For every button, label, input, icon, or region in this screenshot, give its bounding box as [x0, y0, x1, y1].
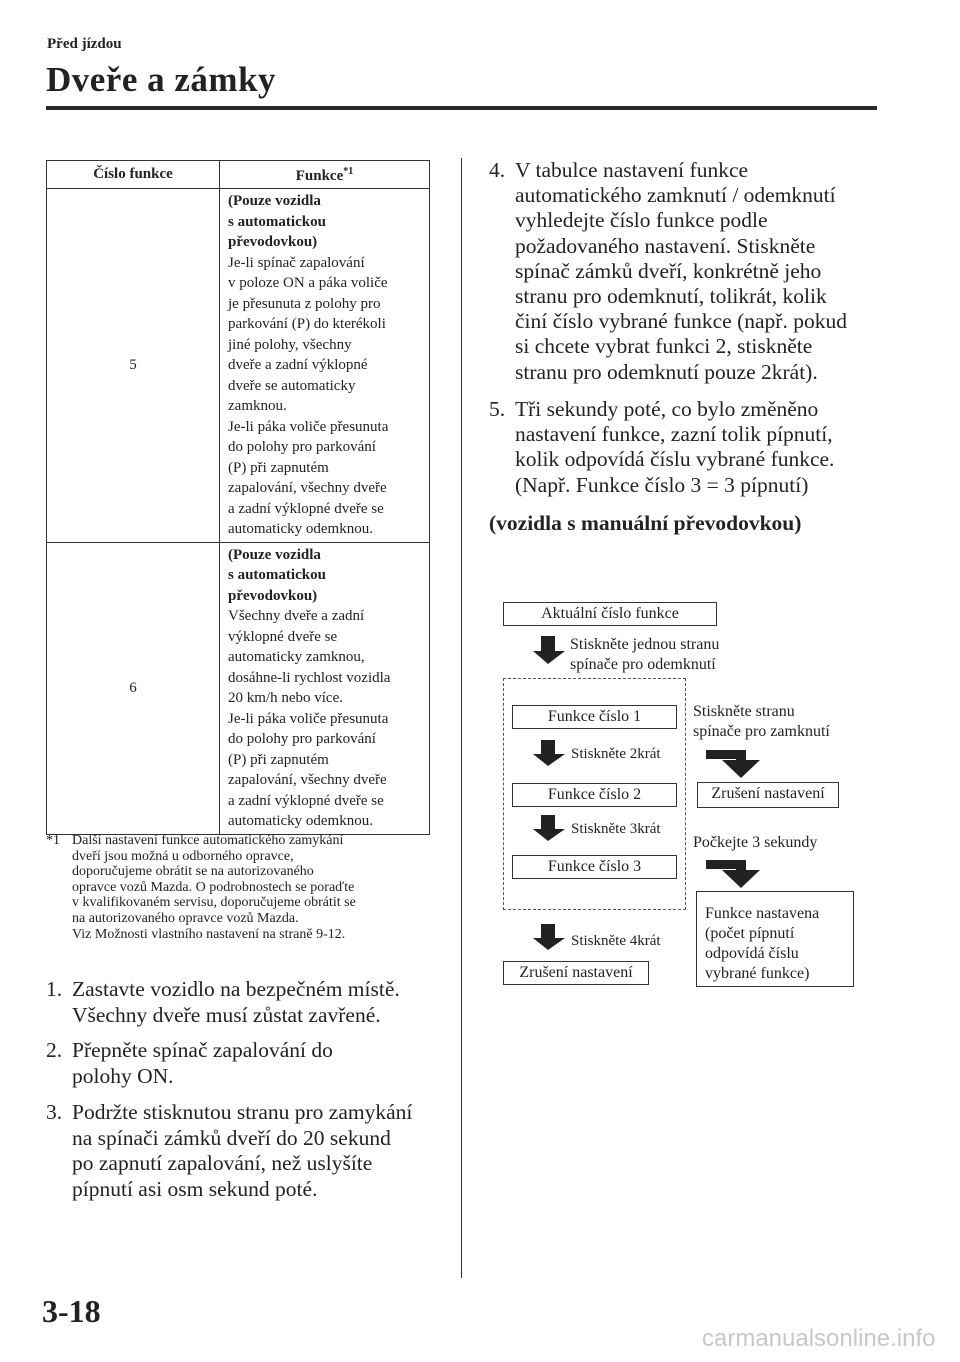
desc-line: (Pouze vozidla	[228, 546, 321, 563]
label-line: Stiskněte jednou stranu	[570, 636, 720, 653]
desc-line: a zadní výklopné dveře se	[228, 792, 384, 809]
step-number: 4.	[489, 158, 506, 182]
desc-line: dveře se automaticky	[228, 377, 356, 394]
step-line: činí číslo vybrané funkce (např. pokud	[515, 309, 847, 334]
column-header-function	[220, 161, 430, 189]
function-table	[46, 160, 430, 835]
footnote-line: v kvalifikovaném servisu, doporučujeme obrátit se	[72, 895, 356, 911]
footnote	[46, 833, 442, 942]
page-number: 3-18	[42, 1293, 101, 1329]
desc-line: Všechny dveře a zadní	[228, 608, 365, 624]
cancel-right-box: Zrušení nastavení	[697, 782, 839, 808]
down-arrow-icon	[533, 740, 567, 768]
desc-line: a zadní výklopné dveře se	[228, 500, 384, 517]
step-line: spínač zámků dveří, konkrétně jeho	[515, 258, 822, 283]
subheading: (vozidla s manuální převodovkou)	[489, 511, 802, 535]
footnote-line: Viz Možnosti vlastního nastavení na straně 9-12.	[72, 926, 346, 942]
step-line: po zapnutí zapalování, než uslyšíte	[72, 1151, 373, 1175]
step-line: pípnutí asi osm sekund poté.	[72, 1176, 318, 1201]
press-lock-label	[693, 702, 830, 742]
step-line: automatického zamknutí / odemknutí	[515, 183, 836, 208]
step-4	[489, 158, 889, 385]
step-line: stranu pro odemknutí, tolikrát, kolik	[515, 284, 827, 309]
step-number: 5.	[489, 397, 506, 421]
desc-line: v poloze ON a páka voliče	[228, 275, 388, 291]
press-unlock-label	[570, 635, 719, 675]
desc-line: Je-li páka voliče přesunuta	[228, 418, 389, 435]
table-row	[47, 542, 430, 834]
desc-line: automaticky odemknou.	[228, 521, 373, 537]
desc-line: převodovkou)	[228, 587, 318, 604]
desc-line: zapalování, všechny dveře	[228, 772, 387, 788]
step-line: požadovaného nastavení. Stiskněte	[515, 233, 816, 258]
step-number: 1.	[46, 977, 63, 1001]
desc-line: 20 km/h nebo více.	[228, 690, 343, 706]
desc-line: automaticky zamknou,	[228, 649, 365, 665]
function-2-box: Funkce číslo 2	[512, 783, 677, 807]
function-1-box: Funkce číslo 1	[512, 705, 677, 729]
step-line: kolik odpovídá číslu vybrané funkce.	[515, 447, 835, 472]
desc-line: zapalování, všechny dveře	[228, 480, 387, 496]
desc-line: (P) při zapnutém	[228, 751, 329, 768]
desc-line: s automatickou	[228, 213, 326, 230]
desc-line: automaticky odemknou.	[228, 813, 373, 829]
function-description	[220, 189, 430, 543]
function-number: 5	[47, 189, 220, 543]
column-divider	[461, 158, 462, 1278]
down-arrow-icon	[533, 924, 567, 952]
label-line: spínače pro odemknutí	[570, 656, 716, 673]
step-1	[46, 977, 446, 1028]
bent-arrow-icon	[706, 740, 768, 780]
step-number: 3.	[46, 1100, 63, 1124]
desc-line: s automatickou	[228, 567, 326, 583]
desc-line: je přesunuta z polohy pro	[228, 295, 381, 312]
function-3-box: Funkce číslo 3	[512, 855, 677, 879]
desc-line: do polohy pro parkování	[228, 731, 376, 747]
footnote-line: opravce vozů Mazda. O podrobnostech se poraďte	[72, 879, 355, 895]
label-line: Stiskněte stranu	[693, 703, 795, 720]
table-header-row	[47, 161, 430, 189]
desc-line: zamknou.	[228, 398, 287, 414]
step-line: nastavení funkce, zazní tolik pípnutí,	[515, 422, 833, 447]
press-3-label: Stiskněte 3krát	[571, 821, 661, 837]
desc-line: dveře a zadní výklopné	[228, 357, 368, 373]
table-row	[47, 189, 430, 543]
step-number: 2.	[46, 1038, 63, 1062]
desc-line: převodovkou)	[228, 234, 318, 250]
label-line: (počet pípnutí	[705, 925, 795, 942]
step-5	[489, 397, 889, 498]
footnote-body	[72, 833, 442, 942]
desc-line: (P) při zapnutém	[228, 459, 329, 476]
desc-line: parkování (P) do kterékoli	[228, 316, 386, 332]
footnote-line: dveří jsou možná u odborného opravce,	[72, 848, 294, 864]
step-line: Všechny dveře musí zůstat zavřené.	[72, 1002, 381, 1027]
step-line: Tři sekundy poté, co bylo změněno	[515, 397, 819, 421]
desc-line: jiné polohy, všechny	[228, 336, 352, 353]
desc-line: Je-li páka voliče přesunuta	[228, 710, 389, 727]
function-number: 6	[47, 542, 220, 834]
cancel-left-box: Zrušení nastavení	[503, 961, 649, 985]
column-header-function-label: Funkce	[295, 168, 344, 185]
step-line: si chcete vybrat funkci 2, stiskněte	[515, 334, 813, 359]
label-line: odpovídá číslu	[705, 945, 799, 962]
footnote-mark: *1	[46, 833, 60, 848]
wait-label: Počkejte 3 sekundy	[693, 834, 818, 851]
footnote-ref: *1	[343, 166, 354, 178]
step-2	[46, 1038, 446, 1089]
watermark: carmanualsonline.info	[702, 1325, 936, 1352]
step-line: (Např. Funkce číslo 3 = 3 pípnutí)	[515, 472, 809, 497]
section-label: Před jízdou	[47, 36, 122, 52]
press-4-label: Stiskněte 4krát	[571, 933, 661, 949]
label-line: Funkce nastavena	[705, 905, 820, 922]
desc-line: do polohy pro parkování	[228, 439, 376, 455]
step-line: vyhledejte číslo funkce podle	[515, 208, 768, 233]
title-rule	[46, 106, 877, 110]
step-3	[46, 1100, 458, 1202]
function-description	[220, 542, 430, 834]
footnote-line: doporučujeme obrátit se na autorizovaného	[72, 864, 314, 880]
label-line: vybrané funkce)	[705, 965, 810, 982]
function-set-box	[696, 891, 854, 987]
footnote-line: na autorizovaného opravce vozů Mazda.	[72, 910, 299, 926]
step-line: Podržte stisknutou stranu pro zamykání	[72, 1100, 413, 1124]
page-title: Dveře a zámky	[46, 60, 277, 99]
column-header-number: Číslo funkce	[47, 161, 220, 189]
desc-line: Je-li spínač zapalování	[228, 254, 365, 271]
step-line: Zastavte vozidlo na bezpečném místě.	[72, 977, 400, 1001]
label-line: spínače pro zamknutí	[693, 723, 830, 740]
current-function-box: Aktuální číslo funkce	[503, 602, 717, 626]
desc-line: (Pouze vozidla	[228, 193, 321, 209]
footnote-line: Další nastavení funkce automatického zamykání	[72, 833, 344, 848]
desc-line: dosáhne-li rychlost vozidla	[228, 669, 391, 686]
step-line: V tabulce nastavení funkce	[515, 158, 749, 182]
step-line: polohy ON.	[72, 1063, 174, 1088]
step-line: stranu pro odemknutí pouze 2krát).	[515, 359, 818, 384]
desc-line: výklopné dveře se	[228, 628, 338, 645]
down-arrow-icon	[533, 815, 567, 843]
bent-arrow-icon	[706, 850, 768, 890]
press-2-label: Stiskněte 2krát	[571, 746, 661, 762]
step-line: na spínači zámků dveří do 20 sekund	[72, 1125, 391, 1150]
down-arrow-icon	[533, 636, 567, 666]
step-line: Přepněte spínač zapalování do	[72, 1038, 333, 1062]
